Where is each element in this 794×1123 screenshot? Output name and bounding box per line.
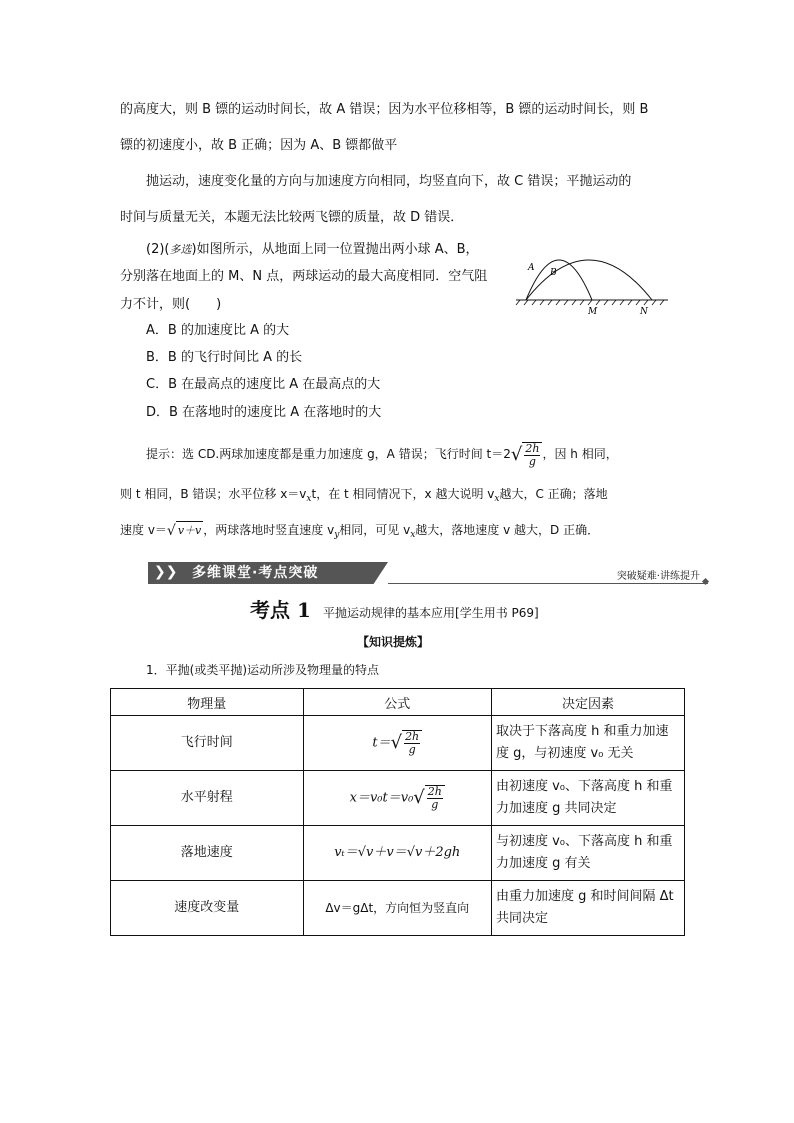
banner-right-text: 突破疑难·讲练提升 — [616, 571, 700, 582]
quantity-factor: 与初速度 v₀、下落高度 h 和重力加速度 g 有关 — [491, 826, 684, 881]
double-chevron-icon: ❯❯ — [154, 564, 178, 580]
list-item-1: 1．平抛(或类平抛)运动所涉及物理量的特点 — [146, 663, 379, 677]
table-header: 公式 — [303, 689, 491, 716]
question-line-3: 力不计，则( ) — [120, 297, 222, 312]
table-row — [111, 771, 685, 826]
table-header: 物理量 — [111, 689, 304, 716]
hint-line-3: 速度 v＝ √ v＋v ，两球落地时竖直速度 $v_y$相同，可见 $v_x$越大，落地速度 v 越大，D 正确． — [120, 522, 600, 540]
hint-line-2: 则 t 相同，B 错误；水平位移 $x=v_xt$，在 t 相同情况下，x 越大说明 $v_x$越大，C 正确；落地 — [120, 487, 608, 504]
quantity-formula: Δv＝gΔt，方向恒为竖直向 — [303, 881, 491, 936]
paragraph-line: 时间与质量无关，本题无法比较两飞镖的质量，故 D 错误． — [120, 210, 464, 225]
trajectory-a — [526, 260, 592, 300]
quantity-formula: x＝v₀t＝v₀ √ $\frac{2h}{g}$ — [303, 771, 491, 826]
table-row — [111, 826, 685, 881]
question-line-2: 分别落在地面上的 M、N 点，两球运动的最大高度相同．空气阻 — [120, 269, 488, 284]
sqrt-symbol: √ $\frac{2h}{g}$ — [511, 442, 543, 468]
paragraph-line: 的高度大，则 B 镖的运动时间长，故 A 错误；因为水平位移相等，B 镖的运动时间长，则 B — [120, 102, 649, 117]
section-title: 考点 1 — [250, 598, 311, 622]
banner-rule — [388, 583, 708, 584]
option-d: D．B 在落地时的速度比 A 在落地时的大 — [146, 405, 382, 420]
table-row — [111, 716, 685, 771]
quantity-name: 飞行时间 — [111, 716, 304, 771]
quantity-factor: 取决于下落高度 h 和重力加速度 g，与初速度 v₀ 无关 — [491, 716, 684, 771]
table-header: 决定因素 — [491, 689, 684, 716]
physics-quantity-table — [110, 688, 685, 936]
banner-title: 多维课堂·考点突破 — [192, 565, 319, 581]
option-c: C．B 在最高点的速度比 A 在最高点的大 — [146, 377, 381, 392]
hint-line-1: 提示：选 CD.两球加速度都是重力加速度 g，A 错误；飞行时间 t＝2 √ $\frac{2h}{g}$ ，因 h 相同， — [146, 441, 618, 468]
option-b: B．B 的飞行时间比 A 的长 — [146, 350, 303, 365]
trajectory-figure — [512, 244, 672, 316]
paragraph-line: 抛运动，速度变化量的方向与加速度方向相同，均竖直向下，故 C 错误；平抛运动的 — [146, 174, 632, 189]
ground-hatching — [516, 300, 664, 305]
quantity-name: 水平射程 — [111, 771, 304, 826]
label-b: B — [550, 268, 557, 278]
quantity-formula: t＝ √ $\frac{2h}{g}$ — [303, 716, 491, 771]
quantity-formula: vₜ＝√v＋v＝√v＋2gh — [303, 826, 491, 881]
question-line-1 — [146, 241, 479, 259]
section-title-row — [250, 597, 539, 627]
quantity-factor: 由重力加速度 g 和时间间隔 Δt 共同决定 — [491, 881, 684, 936]
quantity-factor: 由初速度 v₀、下落高度 h 和重力加速度 g 共同决定 — [491, 771, 684, 826]
quantity-name: 落地速度 — [111, 826, 304, 881]
label-a: A — [528, 263, 535, 273]
quantity-name: 速度改变量 — [111, 881, 304, 936]
multi-select-tag: 多选 — [169, 243, 192, 256]
label-m: M — [588, 307, 598, 316]
table-header-row — [111, 689, 685, 716]
section-subtitle: 平抛运动规律的基本应用[学生用书 P69] — [323, 606, 539, 620]
option-a: A．B 的加速度比 A 的大 — [146, 323, 290, 338]
table-row — [111, 881, 685, 936]
question-text: )如图所示，从地面上同一位置抛出两小球 A、B， — [191, 242, 479, 257]
paragraph-line: 镖的初速度小，故 B 正确；因为 A、B 镖都做平 — [120, 138, 398, 153]
section-banner — [148, 558, 708, 586]
question-number: (2)( — [146, 242, 170, 257]
label-n: N — [640, 307, 648, 316]
knowledge-heading: 【知识提炼】 — [357, 635, 430, 649]
